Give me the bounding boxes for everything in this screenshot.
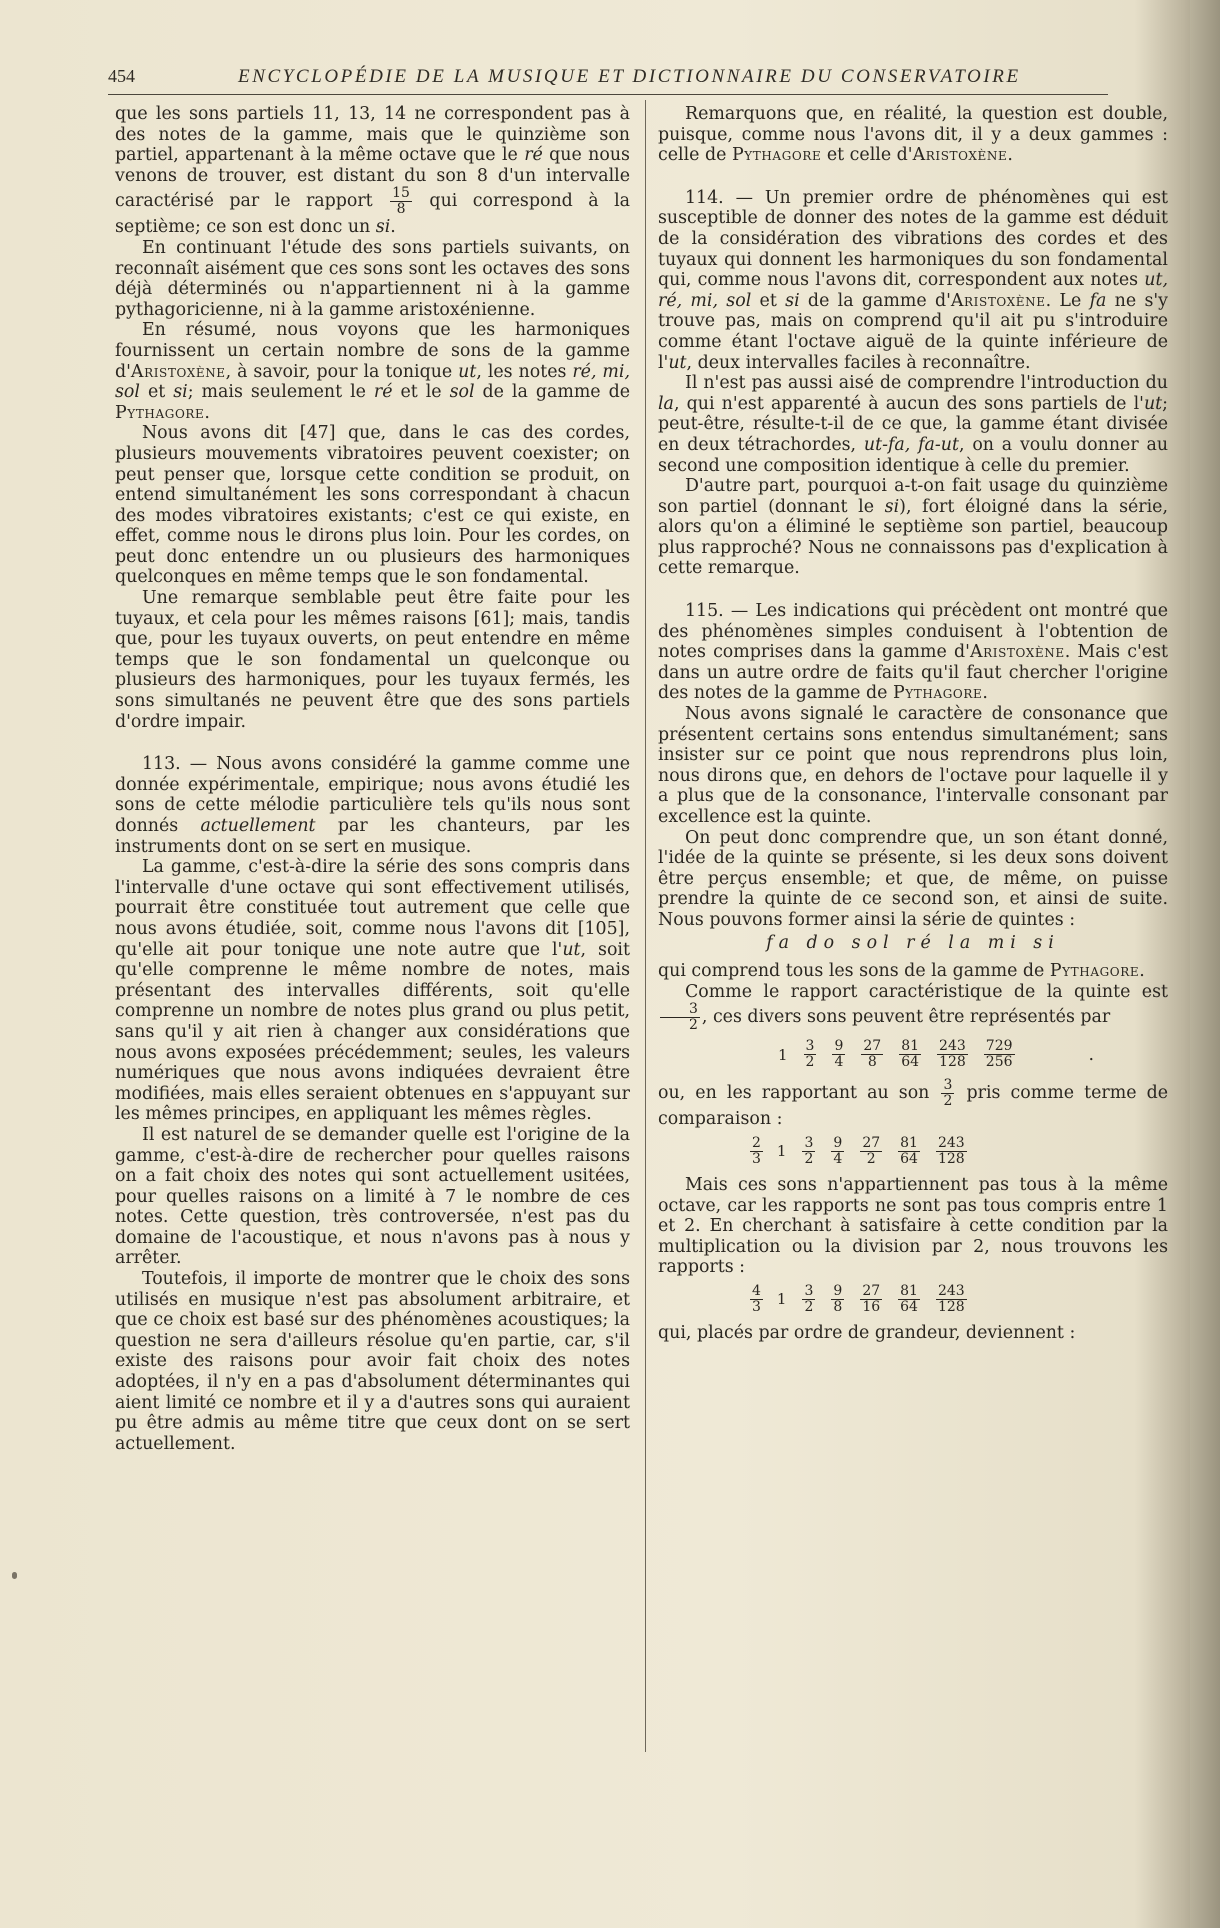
paragraph: En continuant l'étude des sons partiels suivants, on reconnaît aisément que ces sons sont les octaves des sons déjà déterminés ou n'appartiennent ni à la gamme pythagoricienne, ni à la gamme aristoxénienne. (115, 237, 630, 320)
paragraph: qui comprend tous les sons de la gamme de Pythagore. (658, 961, 1145, 982)
column-divider (645, 100, 646, 1752)
page-edge-shadow (1190, 0, 1220, 1928)
fraction: $\frac{27}{2}$ (862, 1134, 881, 1167)
ratio-one: 1 (776, 1290, 787, 1309)
paragraph: En résumé, nous voyons que les harmoniques fournissent un certain nombre de sons de la gamme d'Aristoxène, à savoir, pour la tonique ut, les notes ré, mi, sol et si; mais seulement le ré et le sol de la gamme de Pythagore. (115, 320, 630, 423)
paragraph: Nous avons dit [47] que, dans le cas des cordes, plusieurs mouvements vibratoires peuvent coexister; on peut penser que, lorsque cette condition se produit, on entend simultanément les sons correspondant à chacun des modes vibratoires existants; c'est ce qui existe, en effet, comme nous le dirons plus loin. Pour les cordes, on peut donc entendre un ou plusieurs des harmoniques quelconques en même temps que le son fondamental. (115, 423, 630, 588)
paragraph: Il n'est pas aussi aisé de comprendre l'introduction du la, qui n'est apparenté à aucun des sons partiels de l'ut; peut-être, résulte-t-il de ce que, la gamme étant divisée en deux tétrachordes, ut-fa, fa-ut, on a voulu donner au second une composition identique à celle du premier. (658, 373, 1169, 476)
ratio-row-3 (748, 1284, 1168, 1315)
fraction: $\frac{3}{2}$ (804, 1282, 814, 1315)
fraction: $\frac{27}{8}$ (863, 1038, 882, 1071)
left-column (115, 104, 630, 1454)
fraction: $\frac{243}{128}$ (937, 1134, 965, 1167)
ratio-one: 1 (776, 1142, 787, 1161)
section-115: 115. — Les indications qui précèdent ont montré que des phénomènes simples conduisent à l'obtention de notes comprises dans la gamme d'Aristoxène. Mais c'est dans un autre ordre de faits qu'il faut chercher l'origine des notes de la gamme de Pythagore. (658, 601, 1168, 704)
paragraph: Mais ces sons n'appartiennent pas tous à la même octave, car les rapports ne sont pas tous compris entre 1 et 2. En cherchant à satisfaire à cette condition par la multiplication ou la division par 2, nous trouvons les rapports : (658, 1174, 1168, 1278)
paragraph: D'autre part, pourquoi a-t-on fait usage du quinzième son partiel (donnant le si), fort éloigné dans la série, alors qu'on a éliminé le septième son partiel, beaucoup plus rapproché? Nous ne connaissons pas d'explication à cette remarque. (658, 476, 1168, 579)
paragraph: La gamme, c'est-à-dire la série des sons compris dans l'intervalle d'une octave qui sont effectivement utilisés, pourrait être constituée tout autrement que celle que nous avons étudiée, soit, comme nous l'avons dit [105], qu'elle ait pour tonique une note autre que l'ut, soit qu'elle comprenne le même nombre de notes, mais présentant des intervalles différents, soit qu'elle comprenne un nombre de notes plus grand ou plus petit, sans qu'il y ait rien à changer aux considérations que nous avons exposées précédemment; seules, les valeurs numériques que nous avons indiquées devraient être modifiées, mais elles seraient obtenues en s'appuyant sur les mêmes principes, en appliquant les mêmes règles. (115, 857, 630, 1125)
fraction: $\frac{3}{2}$ (943, 1077, 953, 1110)
fraction: $\frac{243}{128}$ (939, 1038, 966, 1071)
fraction: $\frac{81}{64}$ (900, 1134, 918, 1167)
ratio-row-1 (778, 1039, 1168, 1070)
fraction: $\frac{4}{3}$ (752, 1282, 761, 1315)
series-of-fifths: fa do sol ré la mi si (766, 932, 1060, 953)
running-header (108, 64, 1108, 94)
paragraph: Comme le rapport caractéristique de la quinte est $\frac{3}{2}$ , ces divers sons peuvent être représentés par (658, 982, 1168, 1034)
fraction: $\frac{9}{4}$ (833, 1134, 843, 1167)
fraction: $\frac{27}{16}$ (862, 1282, 881, 1315)
ratio-row-2 (748, 1136, 1168, 1167)
header-title: ENCYCLOPÉDIE DE LA MUSIQUE ET DICTIONNAIRE DU CONSERVATOIRE (238, 66, 1021, 87)
header-rule (108, 94, 1108, 95)
fraction: $\frac{15}{8}$ (392, 185, 410, 218)
fraction: $\frac{81}{64}$ (900, 1282, 918, 1315)
fraction: $\frac{3}{2}$ (804, 1134, 814, 1167)
ratio-one: 1 (778, 1045, 788, 1064)
right-column (658, 104, 1168, 1344)
paragraph: On peut donc comprendre que, un son étant donné, l'idée de la quinte se présente, si les deux sons doivent être perçus ensemble; et que, de même, on puisse prendre la quinte de ce second son, et ainsi de suite. Nous pouvons former ainsi la série de quintes : (658, 827, 1168, 930)
paragraph: Remarquons que, en réalité, la question est double, puisque, comme nous l'avons dit, il y a deux gammes : celle de Pythagore et celle d'Aristoxène. (658, 104, 1168, 166)
paragraph: Nous avons signalé le caractère de consonance que présentent certains sons entendus simultanément; sans insister sur ce point que nous reprendrons plus loin, nous dirons que, en dehors de l'octave pour laquelle il y a plus que de la consonance, l'intervalle consonant par excellence est la quinte. (658, 704, 1168, 827)
page-number: 454 (108, 66, 135, 86)
fraction: $\frac{9}{4}$ (834, 1038, 844, 1071)
paragraph: qui, placés par ordre de grandeur, deviennent : (658, 1322, 1076, 1343)
fraction: $\frac{243}{128}$ (937, 1282, 965, 1315)
paragraph: que les sons partiels 11, 13, 14 ne correspondent pas à des notes de la gamme, mais que le quinzième son partiel, appartenant à la même octave que le ré que nous venons de trouver, est distant du son 8 d'un intervalle caractérisé par le rapport $\frac{15}{8}$ qui correspond à la septième; ce son est donc un si. (115, 104, 630, 238)
paragraph: Il est naturel de se demander quelle est l'origine de la gamme, c'est-à-dire de rechercher pour quelles raisons on a fait choix des notes qui sont actuellement usitées, pour quelles raisons on a limité à 7 le nombre de ces notes. Cette question, très controversée, n'est pas du domaine de l'acoustique, et nous n'avons pas à nous y arrêter. (115, 1124, 630, 1269)
fraction: $\frac{9}{8}$ (833, 1282, 843, 1315)
fraction: $\frac{2}{3}$ (752, 1134, 761, 1167)
fraction: $\frac{3}{2}$ (805, 1038, 815, 1071)
ink-speck (12, 1572, 17, 1579)
row-end-dot: . (1088, 1044, 1095, 1065)
section-113: 113. — Nous avons considéré la gamme comme une donnée expérimentale, empirique; nous avons étudié les sons de cette mélodie particulière tels qu'ils nous sont donnés actuellement par les chanteurs, par les instruments dont on se sert en musique. (115, 754, 630, 857)
fraction: $\frac{81}{64}$ (901, 1038, 920, 1071)
paragraph: Toutefois, il importe de montrer que le choix des sons utilisés en musique n'est pas absolument arbitraire, et que ce choix est basé sur des phénomènes acoustiques; la question ne sera d'ailleurs résolue qu'en partie, car, s'il existe des raisons pour avoir fait choix des notes adoptées, il n'y en a pas d'absolument déterminantes qui aient limité ce nombre et il y a d'autres sons qui auraient pu être admis au même titre que ceux dont on se sert actuellement. (115, 1269, 630, 1454)
paragraph: Une remarque semblable peut être faite pour les tuyaux, et cela pour les mêmes raisons [61]; mais, tandis que, pour les tuyaux ouverts, on peut entendre en même temps que le son fondamental un quelconque ou plusieurs des harmoniques, pour les tuyaux fermés, les sons simultanés ne peuvent être que des sons partiels d'ordre impair. (115, 588, 630, 732)
fraction: $\frac{3}{2}$ (660, 1002, 700, 1033)
paragraph: ou, en les rapportant au son $\frac{3}{2}$ pris comme terme de comparaison : (658, 1077, 1169, 1130)
fraction: $\frac{729}{256}$ (985, 1038, 1013, 1071)
section-114: 114. — Un premier ordre de phénomènes qui est susceptible de donner des notes de la gamme est déduit de la considération des vibrations des cordes et des tuyaux qui donnent les harmoniques du son fondamental qui, comme nous l'avons dit, correspondent aux notes ut, ré, mi, sol et si de la gamme d'Aristoxène. Le fa ne s'y trouve pas, mais on comprend qu'il ait pu s'introduire comme étant l'octave aiguë de la quinte inférieure de l'ut, deux intervalles faciles à reconnaître. (658, 187, 1168, 373)
